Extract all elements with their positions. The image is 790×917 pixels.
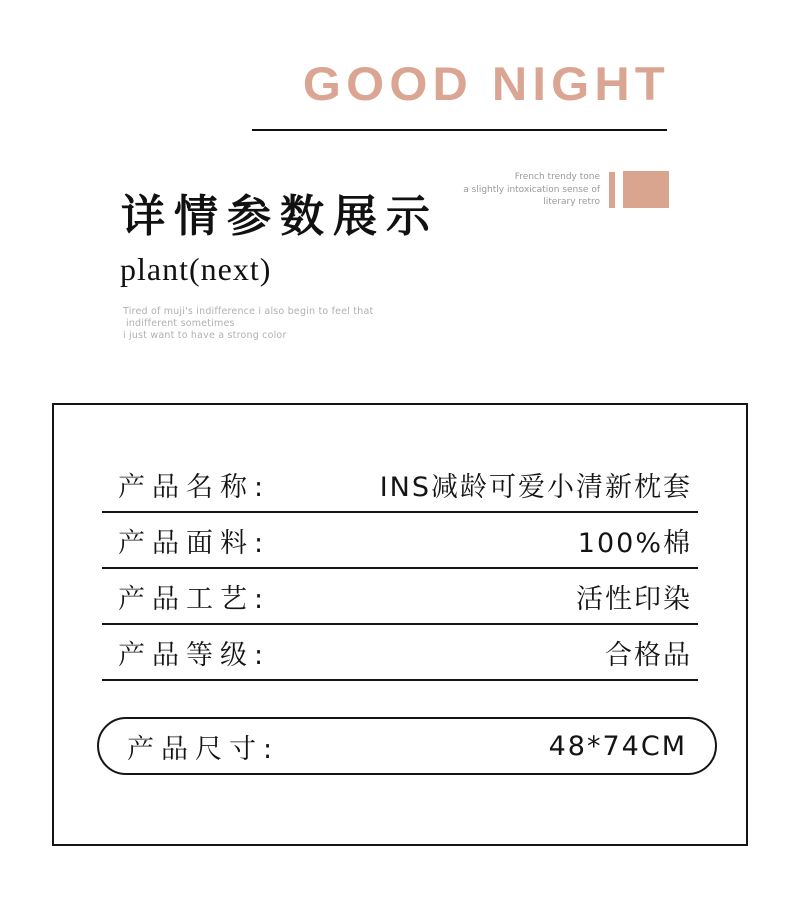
tagline-line-3: literary retro: [543, 197, 600, 207]
accent-block: [623, 171, 669, 208]
spec-value-size: 48*74CM: [548, 730, 687, 762]
accent-bar: [609, 172, 615, 208]
spec-value-craft: 活性印染: [576, 583, 692, 615]
spec-label-craft: 产品工艺:: [118, 583, 271, 615]
spec-value-grade: 合格品: [605, 639, 692, 671]
tagline: [463, 171, 600, 209]
spec-label-grade: 产品等级:: [118, 639, 271, 671]
tagline-line-1: French trendy tone: [514, 172, 600, 182]
table-row: [102, 457, 698, 513]
spec-label-size: 产品尺寸:: [127, 733, 280, 765]
spec-value-fabric: 100%棉: [577, 527, 692, 559]
page-title: 详情参数展示: [121, 191, 439, 242]
table-row: [102, 569, 698, 625]
spec-value-product-name: INS减龄可爱小清新枕套: [379, 471, 692, 503]
intro-note: [123, 306, 373, 342]
subtitle: plant(next): [120, 251, 272, 287]
spec-label-product-name: 产品名称:: [118, 471, 271, 503]
table-row: [102, 625, 698, 681]
brand-title: GOOD NIGHT: [302, 57, 670, 110]
table-row: [102, 513, 698, 569]
tagline-line-2: a slightly intoxication sense of: [463, 184, 600, 195]
intro-note-line-1: Tired of muji's indifference i also begin to feel that: [123, 306, 374, 317]
intro-note-line-2: indifferent sometimes: [126, 318, 235, 329]
spec-label-fabric: 产品面料:: [118, 527, 271, 559]
spec-table: [52, 403, 748, 846]
header-divider-line: [252, 129, 667, 131]
spec-rows: [102, 457, 698, 681]
intro-note-line-3: i just want to have a strong color: [123, 330, 287, 341]
size-row-pill: [97, 717, 717, 775]
